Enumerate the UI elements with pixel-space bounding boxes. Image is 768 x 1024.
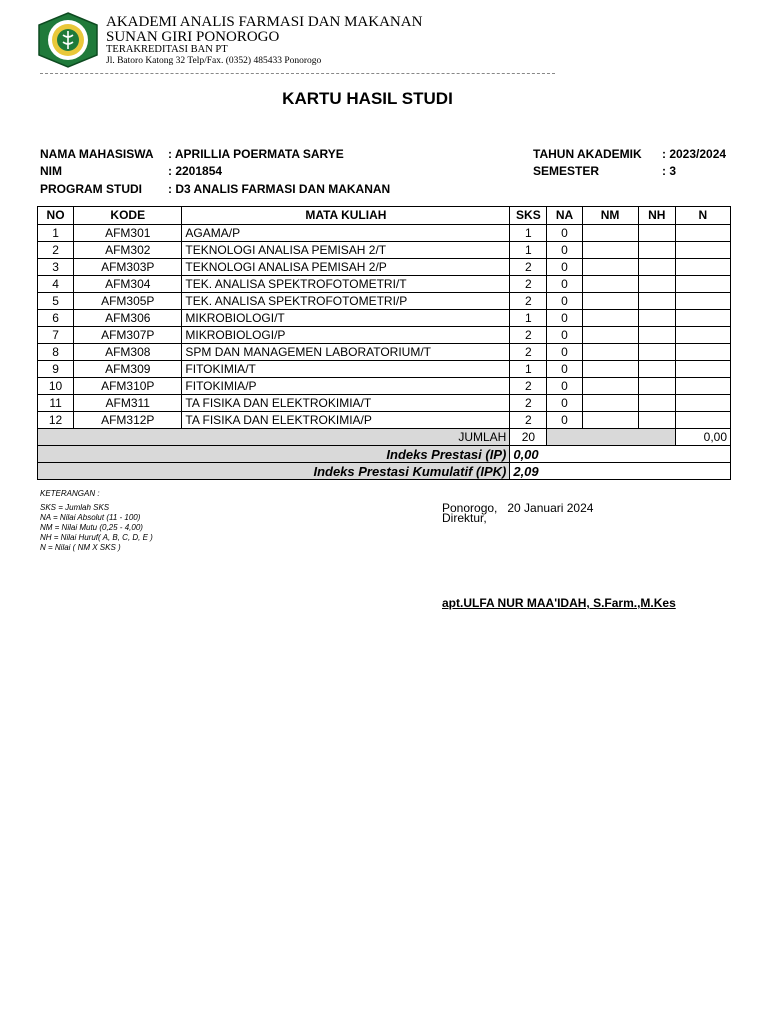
semester-label: SEMESTER xyxy=(533,164,600,178)
row-nm xyxy=(582,378,638,395)
row-na: 0 xyxy=(547,225,582,242)
header-nm: NM xyxy=(582,207,638,225)
row-kode: AFM308 xyxy=(74,344,182,361)
row-n xyxy=(675,395,730,412)
semester-value: : 3 xyxy=(662,164,677,178)
row-nm xyxy=(582,225,638,242)
row-sks: 1 xyxy=(510,242,547,259)
ip-row xyxy=(38,446,731,463)
header-na: NA xyxy=(547,207,582,225)
legend-item: NM = Nilai Mutu (0,25 - 4,00) xyxy=(40,523,143,532)
row-nm xyxy=(582,310,638,327)
student-name-label: NAMA MAHASISWA xyxy=(40,147,154,161)
row-n xyxy=(675,225,730,242)
row-kode: AFM302 xyxy=(74,242,182,259)
row-nm xyxy=(582,412,638,429)
row-kode: AFM304 xyxy=(74,276,182,293)
document-title: KARTU HASIL STUDI xyxy=(282,89,453,108)
jumlah-sks: 20 xyxy=(510,429,547,446)
table-row xyxy=(38,259,731,276)
table-row xyxy=(38,378,731,395)
header-no: NO xyxy=(38,207,74,225)
institution-name-line2: SUNAN GIRI PONOROGO xyxy=(106,29,280,45)
row-sks: 1 xyxy=(510,310,547,327)
jumlah-label: JUMLAH xyxy=(38,429,510,446)
row-mata-kuliah: TA FISIKA DAN ELEKTROKIMIA/P xyxy=(182,412,510,429)
row-mata-kuliah: TEKNOLOGI ANALISA PEMISAH 2/P xyxy=(182,259,510,276)
row-n xyxy=(675,276,730,293)
row-mata-kuliah: FITOKIMIA/T xyxy=(182,361,510,378)
row-no: 6 xyxy=(38,310,74,327)
row-sks: 1 xyxy=(510,361,547,378)
row-no: 10 xyxy=(38,378,74,395)
accreditation-text: TERAKREDITASI BAN PT xyxy=(106,44,228,55)
institution-logo xyxy=(36,12,100,68)
row-kode: AFM310P xyxy=(74,378,182,395)
row-n xyxy=(675,412,730,429)
signer-role: Direktur, xyxy=(442,511,487,525)
row-no: 2 xyxy=(38,242,74,259)
institution-name-line1: AKADEMI ANALIS FARMASI DAN MAKANAN xyxy=(106,14,423,30)
table-row xyxy=(38,395,731,412)
ip-label: Indeks Prestasi (IP) xyxy=(38,446,510,463)
row-kode: AFM301 xyxy=(74,225,182,242)
jumlah-n: 0,00 xyxy=(675,429,730,446)
row-na: 0 xyxy=(547,276,582,293)
row-no: 1 xyxy=(38,225,74,242)
ipk-row xyxy=(38,463,731,480)
legend-list xyxy=(40,503,153,553)
row-na: 0 xyxy=(547,412,582,429)
row-n xyxy=(675,310,730,327)
row-sks: 2 xyxy=(510,259,547,276)
row-nh xyxy=(638,395,675,412)
place-date: Ponorogo, 20 Januari 2024 xyxy=(442,501,594,515)
table-row xyxy=(38,361,731,378)
legend-item: NH = Nilai Huruf( A, B, C, D, E ) xyxy=(40,533,153,542)
row-nm xyxy=(582,259,638,276)
row-mata-kuliah: AGAMA/P xyxy=(182,225,510,242)
row-nm xyxy=(582,361,638,378)
row-na: 0 xyxy=(547,395,582,412)
row-kode: AFM305P xyxy=(74,293,182,310)
row-na: 0 xyxy=(547,344,582,361)
signer-name: apt.ULFA NUR MAA'IDAH, S.Farm.,M.Kes xyxy=(442,596,676,610)
row-nm xyxy=(582,344,638,361)
jumlah-blank xyxy=(547,429,675,446)
nim-label: NIM xyxy=(40,164,62,178)
table-row xyxy=(38,327,731,344)
row-nh xyxy=(638,242,675,259)
row-sks: 2 xyxy=(510,412,547,429)
row-na: 0 xyxy=(547,361,582,378)
row-sks: 1 xyxy=(510,225,547,242)
table-row xyxy=(38,344,731,361)
row-n xyxy=(675,361,730,378)
row-kode: AFM311 xyxy=(74,395,182,412)
row-kode: AFM307P xyxy=(74,327,182,344)
row-nm xyxy=(582,293,638,310)
table-row xyxy=(38,225,731,242)
row-nh xyxy=(638,344,675,361)
row-sks: 2 xyxy=(510,327,547,344)
legend-title: KETERANGAN : xyxy=(40,489,100,498)
row-nh xyxy=(638,293,675,310)
row-sks: 2 xyxy=(510,276,547,293)
row-nm xyxy=(582,276,638,293)
row-mata-kuliah: TEK. ANALISA SPEKTROFOTOMETRI/T xyxy=(182,276,510,293)
table-row xyxy=(38,412,731,429)
legend-item: NA = Nilai Absolut (11 - 100) xyxy=(40,513,141,522)
table-row xyxy=(38,276,731,293)
row-n xyxy=(675,327,730,344)
row-nh xyxy=(638,259,675,276)
row-mata-kuliah: SPM DAN MANAGEMEN LABORATORIUM/T xyxy=(182,344,510,361)
row-n xyxy=(675,293,730,310)
row-no: 11 xyxy=(38,395,74,412)
row-nh xyxy=(638,378,675,395)
row-mata-kuliah: TEKNOLOGI ANALISA PEMISAH 2/T xyxy=(182,242,510,259)
ipk-label: Indeks Prestasi Kumulatif (IPK) xyxy=(38,463,510,480)
row-sks: 2 xyxy=(510,293,547,310)
program-label: PROGRAM STUDI xyxy=(40,182,142,196)
table-row xyxy=(38,242,731,259)
header-divider xyxy=(40,73,555,74)
institution-address: Jl. Batoro Katong 32 Telp/Fax. (0352) 485433 Ponorogo xyxy=(106,56,322,66)
table-header-row xyxy=(38,207,731,225)
row-no: 5 xyxy=(38,293,74,310)
row-nm xyxy=(582,242,638,259)
academic-year-label: TAHUN AKADEMIK xyxy=(533,147,642,161)
legend-item: SKS = Jumlah SKS xyxy=(40,503,110,512)
row-sks: 2 xyxy=(510,395,547,412)
ip-value: 0,00 xyxy=(510,446,731,463)
header-sks: SKS xyxy=(510,207,547,225)
row-no: 12 xyxy=(38,412,74,429)
row-mata-kuliah: TA FISIKA DAN ELEKTROKIMIA/T xyxy=(182,395,510,412)
header-kode: KODE xyxy=(74,207,182,225)
program-value: : D3 ANALIS FARMASI DAN MAKANAN xyxy=(168,182,391,196)
grades-table xyxy=(37,206,731,480)
nim-value: : 2201854 xyxy=(168,164,223,178)
row-sks: 2 xyxy=(510,344,547,361)
row-no: 9 xyxy=(38,361,74,378)
table-row xyxy=(38,310,731,327)
row-mata-kuliah: FITOKIMIA/P xyxy=(182,378,510,395)
row-nh xyxy=(638,225,675,242)
row-n xyxy=(675,378,730,395)
row-no: 8 xyxy=(38,344,74,361)
header-mata-kuliah: MATA KULIAH xyxy=(182,207,510,225)
legend-item: N = Nilai ( NM X SKS ) xyxy=(40,543,121,552)
row-n xyxy=(675,242,730,259)
row-na: 0 xyxy=(547,327,582,344)
row-kode: AFM312P xyxy=(74,412,182,429)
row-kode: AFM306 xyxy=(74,310,182,327)
ipk-value: 2,09 xyxy=(510,463,731,480)
row-n xyxy=(675,344,730,361)
row-mata-kuliah: TEK. ANALISA SPEKTROFOTOMETRI/P xyxy=(182,293,510,310)
row-nh xyxy=(638,412,675,429)
row-na: 0 xyxy=(547,378,582,395)
row-nm xyxy=(582,327,638,344)
table-row xyxy=(38,293,731,310)
academic-year-value: : 2023/2024 xyxy=(662,147,727,161)
header-nh: NH xyxy=(638,207,675,225)
row-nh xyxy=(638,310,675,327)
row-mata-kuliah: MIKROBIOLOGI/P xyxy=(182,327,510,344)
row-mata-kuliah: MIKROBIOLOGI/T xyxy=(182,310,510,327)
row-n xyxy=(675,259,730,276)
row-na: 0 xyxy=(547,293,582,310)
row-nm xyxy=(582,395,638,412)
row-no: 3 xyxy=(38,259,74,276)
row-na: 0 xyxy=(547,242,582,259)
row-nh xyxy=(638,276,675,293)
row-kode: AFM309 xyxy=(74,361,182,378)
row-nh xyxy=(638,361,675,378)
row-nh xyxy=(638,327,675,344)
row-no: 7 xyxy=(38,327,74,344)
header-n: N xyxy=(675,207,730,225)
student-name-value: : APRILLIA POERMATA SARYE xyxy=(168,147,344,161)
row-no: 4 xyxy=(38,276,74,293)
row-na: 0 xyxy=(547,310,582,327)
row-kode: AFM303P xyxy=(74,259,182,276)
row-na: 0 xyxy=(547,259,582,276)
row-sks: 2 xyxy=(510,378,547,395)
jumlah-row xyxy=(38,429,731,446)
